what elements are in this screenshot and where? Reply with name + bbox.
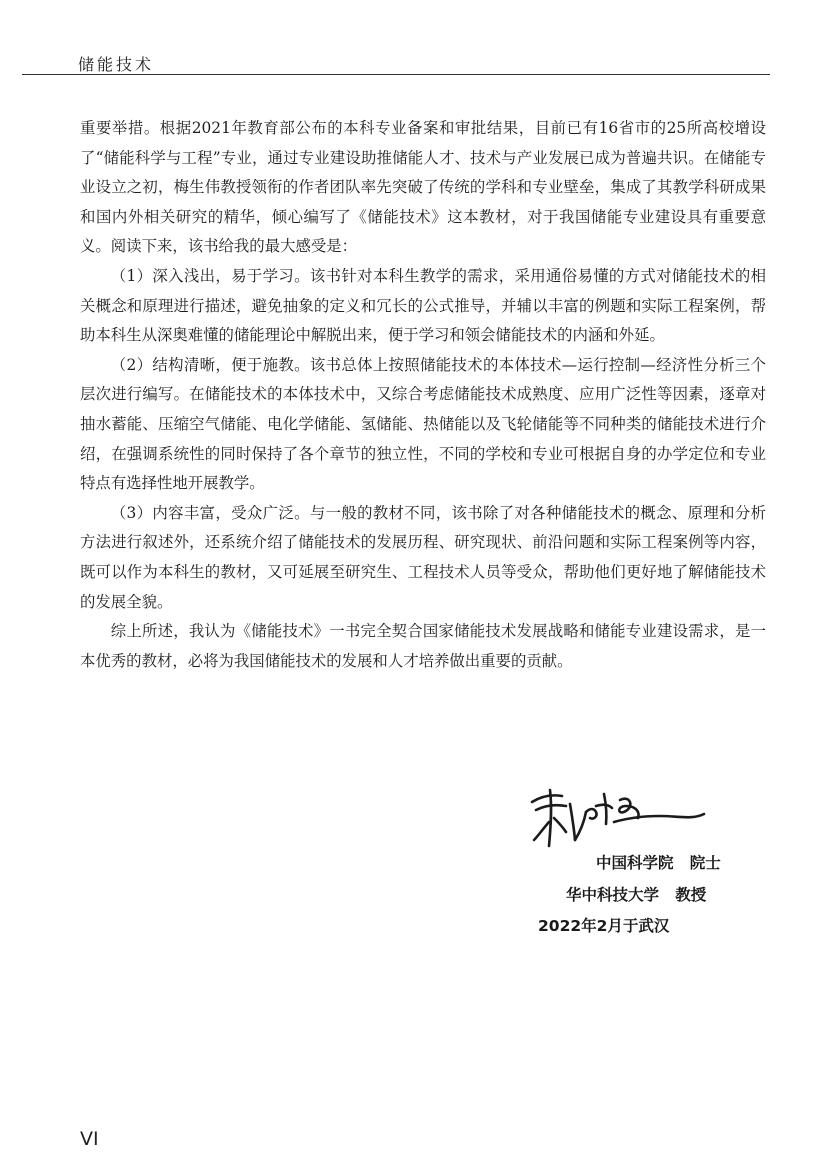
page-number: VI [80, 1128, 99, 1150]
signer-affiliation-2: 华中科技大学 教授 [566, 886, 707, 904]
signer-affiliation-1: 中国科学院 院士 [596, 854, 721, 872]
paragraph-3: （2）结构清晰，便于施教。该书总体上按照储能技术的本体技术—运行控制—经济性分析三个层次进行编写。在储能技术的本体技术中，又综合考虑储能技术成熟度、应用广泛性等因素，逐章对抽水蓄能、压缩空气储能、电化学储能、氢储能、热储能以及飞轮储能等不同种类的储能技术进行介绍，在强调系统性的同时保持了各个章节的独立性，不同的学校和专业可根据自身的办学定位和专业特点有选择性地开展教学。 [80, 355, 766, 493]
handwritten-signature [528, 782, 728, 852]
paragraph-5: 综上所述，我认为《储能技术》一书完全契合国家储能技术发展战略和储能专业建设需求，是一本优秀的教材，必将为我国储能技术的发展和人才培养做出重要的贡献。 [80, 622, 766, 670]
paragraph-2: （1）深入浅出，易于学习。该书针对本科生教学的需求，采用通俗易懂的方式对储能技术的相关概念和原理进行描述，避免抽象的定义和冗长的公式推导，并辅以丰富的例题和实际工程案例，帮助本科生从深奥难懂的储能理论中解脱出来，便于学习和领会储能技术的内涵和外延。 [80, 266, 766, 345]
foreword-body [80, 114, 766, 676]
header-rule [22, 74, 770, 75]
paragraph-1: 重要举措。根据2021年教育部公布的本科专业备案和审批结果，目前已有16省市的25所高校增设了“储能科学与工程”专业，通过专业建设助推储能人才、技术与产业发展已成为普遍共识。在储能专业设立之初，梅生伟教授领衔的作者团队率先突破了传统的学科和专业壁垒，集成了其教学科研成果和国内外相关研究的精华，倾心编写了《储能技术》这本教材，对于我国储能专业建设具有重要意义。阅读下来，该书给我的最大感受是： [80, 119, 766, 256]
signature-date-place: 2022年2月于武汉 [538, 917, 670, 935]
running-header-title: 储能技术 [78, 55, 155, 74]
paragraph-4: （3）内容丰富，受众广泛。与一般的教材不同，该书除了对各种储能技术的概念、原理和分析方法进行叙述外，还系统介绍了储能技术的发展历程、研究现状、前沿问题和实际工程案例等内容，既可以作为本科生的教材，又可延展至研究生、工程技术人员等受众，帮助他们更好地了解储能技术的发展全貌。 [80, 503, 766, 611]
